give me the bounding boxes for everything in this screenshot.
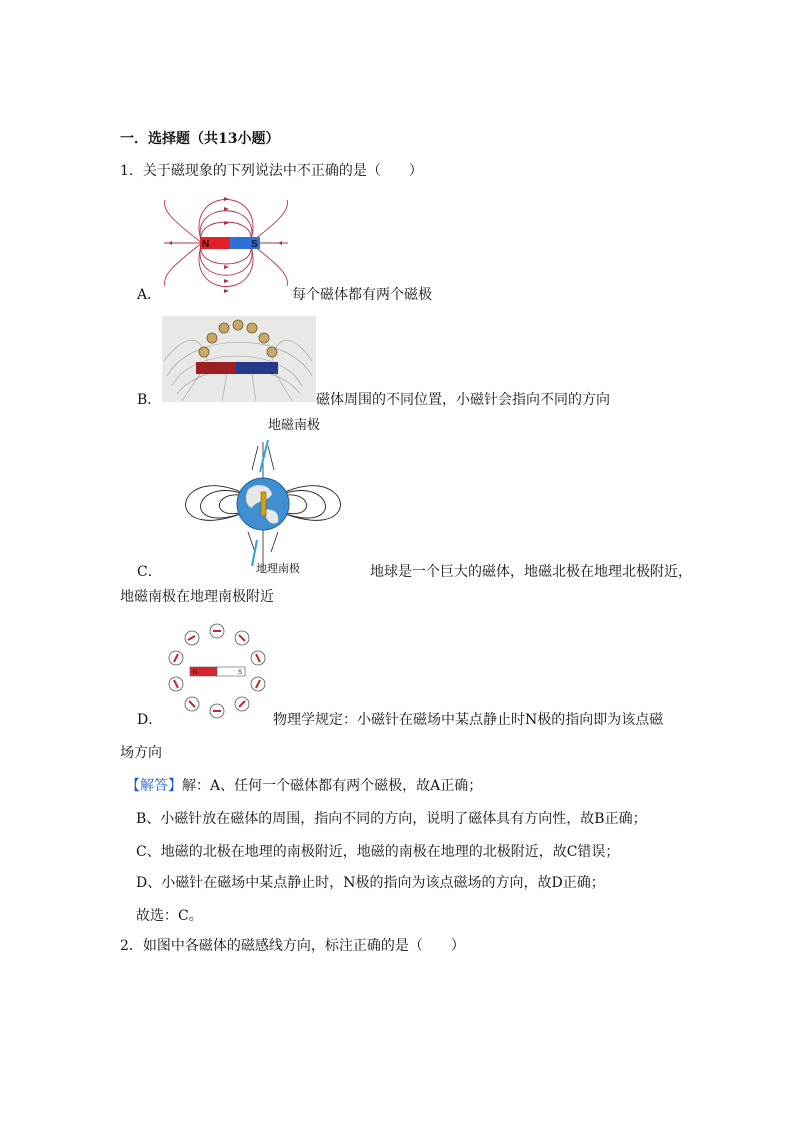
option-a-letter: A． — [137, 287, 162, 303]
option-c-text-continued: 地磁南极在地理南极附近 — [120, 589, 274, 605]
figure-bar-magnet-field — [162, 190, 290, 296]
answer-lead: 解：A、任何一个磁体都有两个磁极，故A正确； — [182, 778, 483, 794]
answer-line-2: B、小磁针放在磁体的周围，指向不同的方向，说明了磁体具有方向性，故B正确； — [136, 811, 647, 827]
answer-line-4: D、小磁针在磁场中某点静止时，N极的指向为该点磁场的方向，故D正确； — [136, 875, 605, 891]
figure-earth-magnetic-field — [160, 412, 370, 578]
answer-line-3: C、地磁的北极在地理的南极附近，地磁的南极在地理的北极附近，故C错误； — [136, 844, 620, 860]
small-magnet-n-label: N — [193, 670, 198, 676]
section-title: 一．选择题（共13小题） — [120, 131, 280, 147]
option-c-letter: C． — [137, 564, 162, 580]
question-1-stem: 1．关于磁现象的下列说法中不正确的是（ ） — [120, 163, 423, 179]
option-b-text: 磁体周围的不同位置，小磁针会指向不同的方向 — [316, 392, 610, 408]
magnet-s-label: S — [251, 239, 258, 250]
option-b-letter: B． — [137, 392, 162, 408]
option-a-text: 每个磁体都有两个磁极 — [292, 287, 432, 303]
answer-line-1 — [126, 777, 482, 795]
figure-iron-filings-photo — [162, 316, 316, 402]
answer-tag: 【解答】 — [126, 778, 182, 794]
question-2-stem: 2．如图中各磁体的磁感线方向，标注正确的是（ ） — [120, 938, 465, 954]
small-magnet-s-label: S — [238, 670, 243, 676]
figure-compasses-around-magnet — [158, 622, 276, 722]
magnet-n-label: N — [202, 239, 210, 250]
option-d-text-continued: 场方向 — [120, 745, 162, 761]
option-c-text: 地球是一个巨大的磁体，地磁北极在地理北极附近， — [370, 564, 692, 580]
geo-magnetic-south-label: 地磁南极 — [268, 418, 321, 433]
option-d-letter: D． — [137, 712, 163, 728]
answer-line-5: 故选：C。 — [136, 908, 203, 924]
geo-south-pole-label: 地理南极 — [256, 562, 300, 575]
option-d-text: 物理学规定：小磁针在磁场中某点静止时N极的指向即为该点磁 — [273, 712, 664, 728]
